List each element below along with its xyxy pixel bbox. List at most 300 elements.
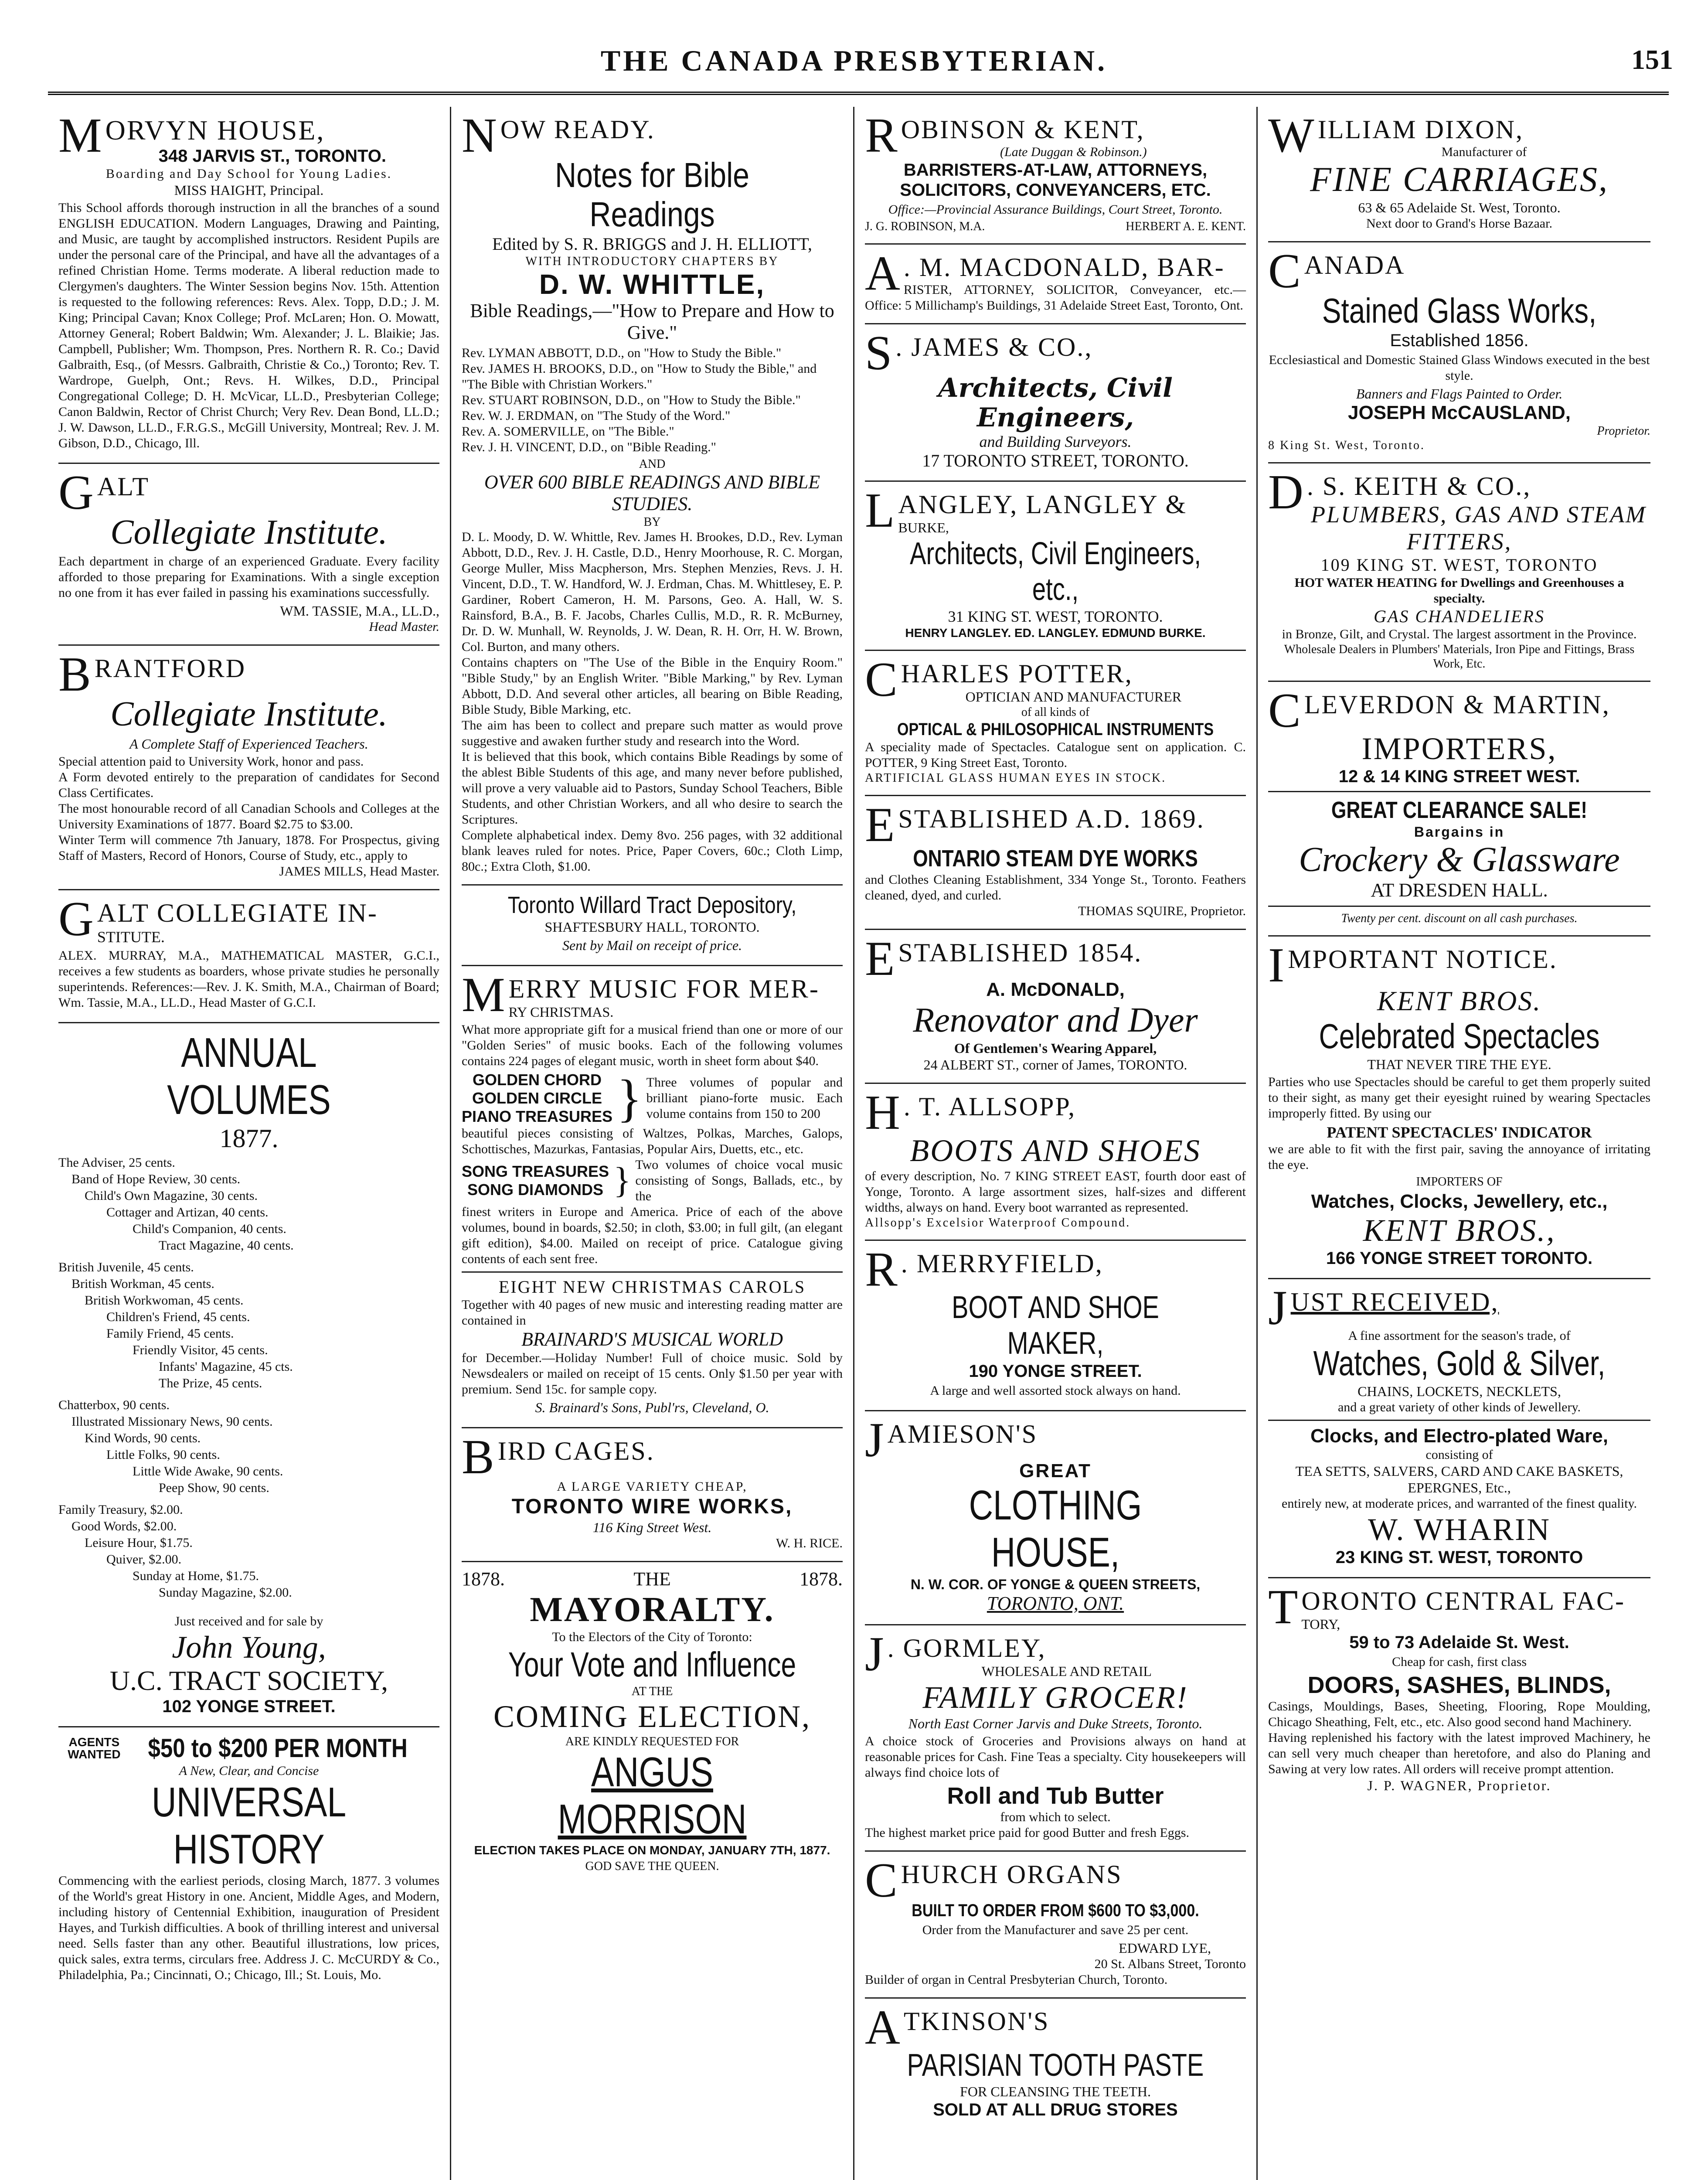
ad-title: Celebrated Spectacles bbox=[1319, 1017, 1600, 1056]
ad-chains: CHAINS, LOCKETS, NECKLETS, bbox=[1358, 1383, 1561, 1399]
brace: } bbox=[613, 1160, 631, 1201]
book-title: GOLDEN CHORD bbox=[473, 1071, 602, 1089]
ad-street: 12 & 14 KING STREET WEST. bbox=[1338, 767, 1580, 786]
ad-street: 24 ALBERT ST., corner of James, TORONTO. bbox=[923, 1057, 1187, 1073]
ad-body: Ecclesiastical and Domestic Stained Glass Windows executed in the best style. bbox=[1269, 353, 1650, 383]
ad-title: Collegiate Institute. bbox=[110, 695, 388, 733]
mayoralty-top-line bbox=[462, 1568, 843, 1590]
list-item: Chatterbox, 90 cents. bbox=[58, 1398, 170, 1412]
ad-for: FOR CLEANSING THE TEETH. bbox=[960, 2084, 1151, 2099]
drop-cap: C bbox=[865, 1853, 898, 1908]
header-rule bbox=[48, 92, 1669, 95]
ad-heading: . T. ALLSOPP, bbox=[903, 1092, 1076, 1121]
ad-proprietor: Proprietor. bbox=[1597, 424, 1650, 438]
drop-cap: C bbox=[1268, 684, 1301, 738]
ad-carols: EIGHT NEW CHRISTMAS CAROLS bbox=[498, 1277, 806, 1297]
ad-sale: GREAT CLEARANCE SALE! bbox=[1331, 797, 1588, 823]
ad-heading: . GORMLEY, bbox=[887, 1634, 1046, 1662]
ad-body: of every description, No. 7 KING STREET EAST, fourth door east of Yonge, Toronto. A large assortment sizes, half-sizes and different widths, always on hand. Every boot warranted as represented. bbox=[865, 1169, 1246, 1215]
ad-authors: D. L. Moody, D. W. Whittle, Rev. James H. Brookes, D.D., Rev. Lyman Abbott, D.D., Rev. J. H. Castle, D.D., Henry Moorhouse, R. C. Morgan, George Muller, Miss Macpherson, Mrs. Stephen Menzies, Revs. J. H. Vincent, D.D., T. W. Handford, W. J. Erdman, Chas. M. Whittlesey, E. P. Gardiner, Robert Cameron, H. M. Parsons, Geo. A. Hall, W. S. Rainsford, B.A., B. F. Jacobs, Charles Cullis, M.D., R. R. McBurney, Dr. D. W. Munhall, W. Reynolds, J. W. Dean, R. H. Orr, H. W. Brown, Col. Burton, and many others. bbox=[462, 530, 843, 654]
drop-cap: C bbox=[865, 653, 898, 707]
brace: } bbox=[617, 1069, 642, 1127]
ad-paragraph: Special attention paid to University Work, honor and pass. bbox=[58, 754, 364, 769]
drop-cap: B bbox=[462, 1430, 494, 1484]
ad-heading: MPORTANT NOTICE. bbox=[1288, 945, 1558, 974]
drop-cap: J bbox=[865, 1627, 884, 1681]
list-item: The Adviser, 25 cents. bbox=[58, 1155, 175, 1170]
song-series-group bbox=[462, 1157, 843, 1204]
ad-body: Casings, Mouldings, Bases, Sheeting, Flooring, Rope Moulding, Chicago Sheathing, Felt, etc., etc. Also good second hand Machinery. bbox=[1268, 1699, 1650, 1729]
ad-staff-line: A Complete Staff of Experienced Teachers. bbox=[129, 736, 368, 752]
ad-title: Watches, Gold & Silver, bbox=[1313, 1344, 1606, 1383]
ad-body: Order from the Manufacturer and save 25 per cent. bbox=[922, 1923, 1189, 1937]
ad-willard-depository bbox=[462, 886, 843, 966]
ad-body: Commencing with the earliest periods, closing March, 1877. 3 volumes of the World's great History in one. Ancient, Middle Ages, and Modern, including history of Centennial Exhibition, inauguration of President Hayes, and Turkish difficulties. A book of thrilling interest and universal need. Sells faster than any other. Beautiful illustrations, low prices, quick sales, extra terms, circulars free. Address J. C. McCURDY & Co., Philadelphia, Pa.; Cincinnati, O.; Chicago, Ill.; St. Louis, Mo. bbox=[58, 1873, 439, 1982]
year-right: 1878. bbox=[800, 1568, 843, 1590]
ad-heading: LEVERDON & MARTIN, bbox=[1304, 690, 1610, 719]
book-title: SONG TREASURES bbox=[462, 1162, 609, 1180]
ad-street: 17 TORONTO STREET, TORONTO. bbox=[922, 451, 1189, 470]
list-item: British Workwoman, 45 cents. bbox=[85, 1293, 244, 1308]
ad-believed: It is believed that this book, which contains Bible Readings by some of the ablest Bible Students of this age, and many never before published, will prove a very valuable aid to Pastors, Sunday School Teachers, Bible Students, and other Christian Workers, and all who desire to search the Scriptures. bbox=[462, 749, 843, 827]
ad-title: FINE CARRIAGES, bbox=[1310, 160, 1609, 199]
column-2 bbox=[451, 107, 854, 2180]
ad-society: U.C. TRACT SOCIETY, bbox=[109, 1665, 388, 1696]
list-item: Rev. LYMAN ABBOTT, D.D., on "How to Study the Bible." bbox=[462, 346, 782, 360]
ad-title: PARISIAN TOOTH PASTE bbox=[907, 2048, 1204, 2083]
ad-heading-cont: TORY, bbox=[1301, 1616, 1341, 1632]
list-item: Good Words, $2.00. bbox=[71, 1519, 177, 1533]
ad-bible-line: Bible Readings,—"How to Prepare and How to Give." bbox=[470, 300, 834, 343]
ad-street: 166 YONGE STREET TORONTO. bbox=[1326, 1249, 1593, 1268]
ad-ontario-dye-works bbox=[865, 796, 1246, 930]
ad-excelsior: Allsopp's Excelsior Waterproof Compound. bbox=[865, 1216, 1131, 1230]
ad-butter: Roll and Tub Butter bbox=[947, 1783, 1164, 1809]
ad-street: 23 KING ST. WEST, TORONTO bbox=[1335, 1548, 1583, 1567]
drop-cap: E bbox=[865, 798, 895, 852]
list-item: Tract Magazine, 40 cents. bbox=[159, 1238, 294, 1253]
ad-contains: Contains chapters on "The Use of the Bible in the Enquiry Room." "Bible Study," by an English Writer. "Bible Marking," by Rev. Lyman Abbott, D.D. And several other articles, all bearing on Bible Reading, Bible Study, Bible Marking, etc. bbox=[462, 655, 843, 717]
column-1 bbox=[48, 107, 451, 2180]
ad-wagner-factory bbox=[1268, 1578, 1650, 1803]
ad-title: SOLICITORS, CONVEYANCERS, ETC. bbox=[900, 181, 1211, 200]
ad-heading: . S. KEITH & CO., bbox=[1307, 472, 1531, 501]
ad-of: Of Gentlemen's Wearing Apparel, bbox=[954, 1040, 1157, 1056]
ad-principal: MISS HAIGHT, Principal. bbox=[174, 182, 324, 198]
drop-cap: B bbox=[58, 647, 91, 702]
list-item: Friendly Visitor, 45 cents. bbox=[133, 1343, 268, 1357]
ad-title: UNIVERSAL HISTORY bbox=[151, 1779, 347, 1873]
ad-title: BOOTS AND SHOES bbox=[910, 1133, 1201, 1168]
ad-title: Architects, Civil Engineers, bbox=[938, 373, 1173, 433]
list-item: British Workman, 45 cents. bbox=[71, 1277, 214, 1291]
list-item: The Prize, 45 cents. bbox=[159, 1376, 262, 1390]
book-titles bbox=[462, 1071, 612, 1126]
ad-heading: OBINSON & KENT, bbox=[901, 115, 1145, 144]
ad-able: we are able to fit with the first pair, saving the annoyance of irritating the eye. bbox=[1268, 1142, 1650, 1172]
ad-renovator-dyer bbox=[865, 930, 1246, 1084]
ad-body: This School affords thorough instruction in all the branches of a sound ENGLISH EDUCATION. Modern Languages, Drawing and Painting, and Music, are taught by accomplished instructors. Resident Pupils are under the personal care of the Principal, and have all the advantages of a refined Christian Home. Terms moderate. A liberal reduction made to Clergymen's daughters. The Winter Session begins Nov. 15th. Attention is requested to the following references: Revs. Alex. Topp, D.D.; J. M. King; Principal Cavan; Knox College; Prof. McLaren; Hon. O. Mowatt, Attorney General; Robert Baldwin; Wm. Alexander; J. L. Blaikie; Jas. Campbell, Publisher; Wm. Thompson, Pres. Northern R. R. Co.; David Galbraith, Esq., (of Messrs. Galbraith, Christie & Co.,) Toronto; Rev. T. Wardrope, Guelph, Ont.; Revs. H. Wilkes, D.D., Principal Congregational College; D. H. McVicar, LL.D., Presbyterian College; Canon Baldwin, Rector of Christ Church; Very Rev. Dean Bond, LL.D.; J. W. Dawson, LL.D., F.R.G.S., McGill University, Montreal; Rev. J. M. Gibson, D.D., Chicago, Ill. bbox=[58, 201, 439, 450]
ad-title: CLOTHING HOUSE, bbox=[969, 1482, 1142, 1576]
page-number: 151 bbox=[1631, 44, 1673, 75]
ad-title: IMPORTERS, bbox=[1361, 731, 1557, 766]
ad-bronze: in Bronze, Gilt, and Crystal. The largest assortment in the Province. bbox=[1282, 627, 1637, 641]
ad-street: 8 King St. West, Toronto. bbox=[1268, 439, 1425, 452]
ad-name: W. WHARIN bbox=[1368, 1512, 1551, 1547]
ad-heading: HARLES POTTER, bbox=[901, 659, 1133, 688]
ad-cleverdon-martin bbox=[1268, 682, 1650, 937]
ad-bargains: Bargains in bbox=[1414, 824, 1505, 840]
ad-with: WITH INTRODUCTORY CHAPTERS BY bbox=[525, 255, 779, 268]
partner-right: HERBERT A. E. KENT. bbox=[1126, 220, 1246, 233]
ad-heading: ORVYN HOUSE, bbox=[105, 115, 325, 146]
ad-heading: AMIESON'S bbox=[887, 1420, 1038, 1448]
ad-artificial: ARTIFICIAL GLASS HUMAN EYES IN STOCK. bbox=[865, 771, 1167, 785]
ad-great: GREAT bbox=[1019, 1460, 1092, 1482]
ad-edited: Edited by S. R. BRIGGS and J. H. ELLIOTT, bbox=[492, 234, 812, 254]
ad-body: A large and well assorted stock always on hand. bbox=[930, 1383, 1181, 1398]
ad-next: Next door to Grand's Horse Bazaar. bbox=[1366, 216, 1552, 231]
ad-title: OPTICAL & PHILOSOPHICAL INSTRUMENTS bbox=[897, 720, 1214, 739]
ad-hot: HOT WATER HEATING for Dwellings and Greenhouses a specialty. bbox=[1294, 576, 1624, 606]
ad-heading: HURCH ORGANS bbox=[901, 1860, 1123, 1889]
ad-subtitle: WHOLESALE AND RETAIL bbox=[981, 1663, 1152, 1679]
ad-aim: The aim has been to collect and prepare such matter as would prove suggestive and awaken further study and research into the Word. bbox=[462, 718, 843, 748]
ad-paragraph: finest writers in Europe and America. Price of each of the above volumes, bound in boards, $2.50; in cloth, $3.00; in full gilt, (an elegant gift edition), $4.00. Mailed on receipt of price. Catalogue giving contents of each sent free. bbox=[462, 1205, 843, 1266]
drop-cap: E bbox=[865, 932, 895, 986]
ad-watches: Watches, Clocks, Jewellery, etc., bbox=[1311, 1191, 1608, 1212]
ad-morvyn-house bbox=[58, 107, 439, 464]
volume-list bbox=[58, 1155, 439, 1601]
drop-cap: D bbox=[1268, 465, 1303, 519]
drop-cap: T bbox=[1268, 1580, 1298, 1634]
ad-title: Notes for Bible Readings bbox=[555, 156, 749, 234]
ad-candidate: ANGUS MORRISON bbox=[558, 1749, 747, 1843]
ad-hall: AT DRESDEN HALL. bbox=[1371, 879, 1548, 901]
ad-allsopp bbox=[865, 1084, 1246, 1241]
ad-gas: GAS CHANDELIERS bbox=[1374, 606, 1545, 626]
ad-of: of all kinds of bbox=[1021, 705, 1090, 719]
ad-heading: IRD CAGES. bbox=[497, 1437, 655, 1465]
ad-body: Each department in charge of an experienced Graduate. Every facility afforded to those preparing for Examinations. With a single exception no one from it has ever failed in passing his examinations successfully. bbox=[58, 554, 439, 600]
ad-title: PLUMBERS, GAS AND STEAM FITTERS, bbox=[1310, 501, 1647, 555]
ad-heading: STABLISHED A.D. 1869. bbox=[898, 804, 1205, 833]
drop-cap: A bbox=[865, 246, 900, 300]
ad-subtitle: Manufacturer of bbox=[1441, 145, 1527, 159]
drop-cap: W bbox=[1268, 109, 1314, 163]
ad-name: JOSEPH McCAUSLAND, bbox=[1348, 402, 1571, 423]
ad-god-save: GOD SAVE THE QUEEN. bbox=[585, 1860, 719, 1873]
list-item: Rev. W. J. ERDMAN, on "The Study of the Word." bbox=[462, 409, 731, 423]
list-item: Rev. A. SOMERVILLE, on "The Bible." bbox=[462, 424, 674, 439]
ad-heading-cont: STITUTE. bbox=[97, 928, 165, 946]
masthead-title: THE CANADA PRESBYTERIAN. bbox=[600, 44, 1108, 77]
ad-columns bbox=[48, 107, 1661, 2180]
ad-canada-stained-glass bbox=[1268, 242, 1650, 463]
ad-entirely: entirely new, at moderate prices, and warranted of the finest quality. bbox=[1282, 1496, 1637, 1511]
ad-title: Toronto Willard Tract Depository, bbox=[507, 892, 797, 918]
list-item: Band of Hope Review, 30 cents. bbox=[71, 1172, 241, 1186]
ad-street: 20 St. Albans Street, Toronto bbox=[1094, 1957, 1246, 1971]
list-item: Sunday at Home, $1.75. bbox=[133, 1569, 259, 1583]
drop-cap: I bbox=[1268, 938, 1285, 992]
ad-heading: ANADA bbox=[1304, 251, 1405, 279]
drop-cap: G bbox=[58, 892, 94, 946]
group-desc: Three volumes of popular and brilliant piano-forte music. Each volume contains from 150 to 200 bbox=[646, 1075, 843, 1121]
ad-heading: RANTFORD bbox=[94, 654, 246, 683]
ad-having: Having replenished his factory with the latest improved Machinery, he can sell very much cheaper than heretofore, and also do Planing and Sawing at very low rates. All orders will receive prompt attention. bbox=[1268, 1730, 1650, 1776]
ad-sold: SOLD AT ALL DRUG STORES bbox=[933, 2100, 1178, 2119]
ad-james-co bbox=[865, 324, 1246, 482]
ad-established: Established 1856. bbox=[1390, 331, 1529, 350]
ad-line: 116 King Street West. bbox=[592, 1519, 712, 1535]
ad-requested: ARE KINDLY REQUESTED FOR bbox=[565, 1735, 739, 1748]
ad-by: BY bbox=[643, 515, 661, 529]
ad-names: HENRY LANGLEY. ED. LANGLEY. EDMUND BURKE. bbox=[905, 626, 1206, 640]
ad-subtitle: OPTICIAN AND MANUFACTURER bbox=[965, 689, 1182, 705]
ad-heading-cont: BURKE, bbox=[898, 520, 949, 535]
ad-patent: PATENT SPECTACLES' INDICATOR bbox=[1327, 1124, 1592, 1141]
ad-and: and Building Surveyors. bbox=[979, 433, 1132, 450]
ad-clocks: Clocks, and Electro-plated Ware, bbox=[1310, 1425, 1608, 1447]
ad-importers: IMPORTERS OF bbox=[1416, 1175, 1503, 1189]
drop-cap: J bbox=[1268, 1281, 1287, 1335]
list-item: Child's Own Magazine, 30 cents. bbox=[85, 1189, 258, 1203]
list-item: Rev. STUART ROBINSON, D.D., on "How to Study the Bible." bbox=[462, 393, 801, 407]
ad-signature: S. Brainard's Sons, Publ'rs, Cleveland, O. bbox=[535, 1400, 769, 1415]
ad-heading: ANGLEY, LANGLEY & bbox=[898, 490, 1187, 519]
ad-paragraph: A Form devoted entirely to the preparation of candidates for Second Class Certificates. bbox=[58, 770, 439, 800]
ad-heading-cont: RY CHRISTMAS. bbox=[508, 1004, 614, 1020]
ad-received: Just received and for sale by bbox=[174, 1614, 323, 1628]
divider bbox=[1268, 791, 1650, 792]
ad-tea: TEA SETTS, SALVERS, CARD AND CAKE BASKETS, EPERGNES, Etc., bbox=[1295, 1463, 1623, 1495]
ad-name: EDWARD LYE, bbox=[1119, 1940, 1211, 1956]
list-item: Family Friend, 45 cents. bbox=[106, 1326, 234, 1341]
ad-city: TORONTO, ONT. bbox=[987, 1593, 1124, 1614]
drop-cap: A bbox=[865, 2000, 900, 2054]
book-title: PIANO TREASURES bbox=[462, 1107, 613, 1125]
ad-title: Architects, Civil Engineers, etc., bbox=[910, 536, 1201, 607]
ad-place: SHAFTESBURY HALL, TORONTO. bbox=[544, 919, 760, 935]
ad-title: DOORS, SASHES, BLINDS, bbox=[1307, 1672, 1611, 1698]
ad-heading: ERRY MUSIC FOR MER- bbox=[508, 974, 820, 1003]
ad-name: KENT BROS. bbox=[1377, 985, 1542, 1016]
ad-signature-title: Head Master. bbox=[369, 620, 439, 634]
ad-heading: UST RECEIVED, bbox=[1290, 1288, 1499, 1316]
ad-heading: STABLISHED 1854. bbox=[898, 938, 1143, 967]
ad-line: W. H. RICE. bbox=[776, 1536, 843, 1550]
book-title: GOLDEN CIRCLE bbox=[472, 1089, 602, 1107]
ad-heading: ALT COLLEGIATE IN- bbox=[97, 899, 378, 927]
ad-paragraph: beautiful pieces consisting of Waltzes, Polkas, Marches, Galops, Schottisches, Mazurkas, Fantasias, Popular Airs, Duetts, etc., etc. bbox=[462, 1126, 843, 1156]
ad-consisting: consisting of bbox=[1426, 1448, 1493, 1462]
ad-church-organs bbox=[865, 1852, 1246, 1999]
list-item: Child's Companion, 40 cents. bbox=[133, 1222, 286, 1236]
ad-signature: JAMES MILLS, Head Master. bbox=[279, 864, 439, 879]
group-desc: Two volumes of choice vocal music consisting of Songs, Ballads, etc., by the bbox=[635, 1158, 843, 1203]
list-item: Leisure Hour, $1.75. bbox=[85, 1536, 193, 1550]
divider bbox=[462, 1271, 843, 1273]
book-title: SONG DIAMONDS bbox=[467, 1181, 604, 1199]
page-header bbox=[0, 44, 1708, 100]
drop-cap: R bbox=[865, 109, 898, 163]
ad-body: ALEX. MURRAY, M.A., MATHEMATICAL MASTER, G.C.I., receives a few students as boarders, whose private studies he personally superintends. References:—Rev. J. K. Smith, M.A., Chairman of Board; Wm. Tassie, M.A., LL.D., Head Master of G.C.I. bbox=[58, 948, 439, 1010]
ad-body: and Clothes Cleaning Establishment, 334 Yonge St., Toronto. Feathers cleaned, dyed, and curled. bbox=[865, 872, 1246, 903]
the-word: THE bbox=[633, 1568, 671, 1590]
ad-street: 59 to 73 Adelaide St. West. bbox=[1349, 1633, 1569, 1652]
ad-corner: N. W. COR. OF YONGE & QUEEN STREETS, bbox=[910, 1577, 1201, 1592]
ad-election: COMING ELECTION, bbox=[493, 1699, 811, 1734]
ad-office: Office:—Provincial Assurance Buildings, Court Street, Toronto. bbox=[888, 202, 1223, 217]
ad-william-dixon bbox=[1268, 107, 1650, 242]
column-3 bbox=[854, 107, 1258, 2180]
wanted-bottom: WANTED bbox=[68, 1747, 121, 1761]
ad-built: BUILT TO ORDER FROM $600 TO $3,000. bbox=[912, 1901, 1199, 1920]
list-item: Cottager and Artizan, 40 cents. bbox=[106, 1205, 269, 1219]
drop-cap: G bbox=[58, 466, 94, 520]
ad-date: ELECTION TAKES PLACE ON MONDAY, JANUARY 7TH, 1877. bbox=[474, 1843, 830, 1857]
ad-bird-cages bbox=[462, 1428, 843, 1562]
ad-paragraph: for December.—Holiday Number! Full of choice music. Sold by Newsdealers or mailed on receipt of 15 cents. Only $1.50 per year with premium. Send 15c. for sample copy. bbox=[462, 1351, 843, 1397]
ad-body: A choice stock of Groceries and Provisions always on hand at reasonable prices for Cash. Fine Teas a specialty. City housekeepers will always find choice lots of bbox=[865, 1734, 1246, 1780]
ad-subtitle: A New, Clear, and Concise bbox=[179, 1764, 319, 1778]
ad-heading: . JAMES & CO., bbox=[895, 333, 1093, 361]
ad-body: RISTER, ATTORNEY, SOLICITOR, Conveyancer, etc.—Office: 5 Millichamp's Buildings, 31 Adelaide Street East, Toronto, Ont. bbox=[865, 283, 1246, 313]
ad-complete: Complete alphabetical index. Demy 8vo. 256 pages, with 32 additional blank leaves ruled for notes. Price, Paper Covers, 60c.; Cloth Limp, 80c.; Extra Cloth, $1.00. bbox=[462, 828, 843, 874]
list-item: Kind Words, 90 cents. bbox=[85, 1431, 201, 1445]
ad-signature: THOMAS SQUIRE, Proprietor. bbox=[1078, 904, 1246, 918]
partner-left: J. G. ROBINSON, M.A. bbox=[865, 220, 985, 233]
ad-builder: Builder of organ in Central Presbyterian Church, Toronto. bbox=[865, 1972, 1168, 1987]
ad-partners bbox=[865, 219, 1246, 234]
ad-title: BOOT AND SHOE MAKER, bbox=[952, 1290, 1159, 1361]
ad-street: 63 & 65 Adelaide St. West, Toronto. bbox=[1358, 200, 1561, 215]
ad-title: FAMILY GROCER! bbox=[922, 1680, 1188, 1715]
ad-paragraph: Winter Term will commence 7th January, 1878. For Prospectus, giving Staff of Masters, Record of Honors, Course of Study, etc., apply to bbox=[58, 833, 439, 863]
ad-heading: . MERRYFIELD, bbox=[901, 1249, 1103, 1278]
ad-title: ONTARIO STEAM DYE WORKS bbox=[913, 845, 1198, 872]
ad-galt-collegiate bbox=[58, 464, 439, 646]
divider bbox=[1268, 1420, 1650, 1421]
ad-street: 190 YONGE STREET. bbox=[969, 1362, 1142, 1381]
ad-paragraph: What more appropriate gift for a musical friend than one or more of our "Golden Series" of music books. Each of the following volumes contains 224 pages of elegant music, worth in sheet form about $40. bbox=[462, 1022, 843, 1068]
ad-variety: and a great variety of other kinds of Jewellery. bbox=[1337, 1400, 1581, 1414]
ad-subtitle: Boarding and Day School for Young Ladies. bbox=[105, 167, 392, 181]
ad-merryfield bbox=[865, 1241, 1246, 1411]
list-item: Rev. JAMES H. BROOKS, D.D., on "How to Study the Bible," and "The Bible with Christian Workers." bbox=[462, 361, 817, 392]
ad-paragraph: The most honourable record of all Canadian Schools and Colleges at the University Examinations of 1877. Board $2.75 to $3.00. bbox=[58, 801, 439, 831]
ad-title: Renovator and Dyer bbox=[913, 1001, 1198, 1039]
ad-name2: KENT BROS., bbox=[1363, 1213, 1556, 1248]
drop-cap: S bbox=[865, 326, 892, 380]
ad-langley bbox=[865, 482, 1246, 651]
drop-cap: N bbox=[462, 109, 497, 163]
year-left: 1878. bbox=[462, 1568, 505, 1590]
ad-never: THAT NEVER TIRE THE EYE. bbox=[1367, 1056, 1551, 1072]
ad-rev-list bbox=[462, 345, 843, 455]
ad-from: from which to select. bbox=[1000, 1810, 1111, 1824]
list-item: British Juvenile, 45 cents. bbox=[58, 1260, 194, 1274]
divider bbox=[1268, 906, 1650, 907]
ad-wholesale: Wholesale Dealers in Plumbers' Materials, Iron Pipe and Fittings, Brass Work, Etc. bbox=[1284, 643, 1635, 671]
ad-address: 348 JARVIS ST., TORONTO. bbox=[158, 146, 386, 166]
ad-corner: North East Corner Jarvis and Duke Streets, Toronto. bbox=[908, 1716, 1203, 1731]
ad-line: TORONTO WIRE WORKS, bbox=[511, 1495, 793, 1518]
ad-heading: ORONTO CENTRAL FAC- bbox=[1301, 1587, 1625, 1615]
list-item: Peep Show, 90 cents. bbox=[159, 1481, 269, 1495]
ad-paragraph: Together with 40 pages of new music and interesting reading matter are contained in bbox=[462, 1298, 843, 1328]
drop-cap: C bbox=[1268, 244, 1301, 298]
ad-and: AND bbox=[639, 457, 666, 471]
drop-cap: J bbox=[865, 1413, 884, 1467]
ad-late: (Late Duggan & Robinson.) bbox=[1000, 145, 1147, 159]
ad-fine: A fine assortment for the season's trade, of bbox=[1348, 1328, 1571, 1343]
drop-cap: M bbox=[462, 968, 505, 1022]
ad-notes-bible-readings bbox=[462, 107, 843, 886]
ad-crockery: Crockery & Glassware bbox=[1299, 841, 1620, 879]
ad-vote: Your Vote and Influence bbox=[508, 1645, 796, 1684]
ad-merry-music bbox=[462, 966, 843, 1428]
ad-annual-volumes bbox=[58, 1023, 439, 1727]
ad-at: AT THE bbox=[631, 1685, 673, 1698]
ad-street: 109 KING ST. WEST, TORONTO bbox=[1320, 555, 1598, 575]
ad-heading: ILLIAM DIXON, bbox=[1317, 115, 1524, 144]
ad-title: Collegiate Institute. bbox=[110, 513, 388, 552]
ad-discount: Twenty per cent. discount on all cash purchases. bbox=[1341, 912, 1578, 925]
ad-heading: TKINSON'S bbox=[903, 2007, 1050, 2036]
ad-name: A. McDONALD, bbox=[986, 979, 1125, 1000]
golden-series-group bbox=[462, 1071, 843, 1126]
list-item: Quiver, $2.00. bbox=[106, 1552, 182, 1567]
ad-whittle: D. W. WHITTLE, bbox=[539, 269, 766, 300]
drop-cap: M bbox=[58, 109, 102, 163]
list-item: Little Wide Awake, 90 cents. bbox=[133, 1464, 283, 1478]
ad-mail: Sent by Mail on receipt of price. bbox=[562, 937, 742, 953]
drop-cap: H bbox=[865, 1086, 900, 1140]
ad-world: BRAINARD'S MUSICAL WORLD bbox=[521, 1328, 783, 1350]
list-item: Children's Friend, 45 cents. bbox=[106, 1310, 250, 1324]
list-item: Little Folks, 90 cents. bbox=[106, 1448, 220, 1462]
ad-galt-collegiate-2 bbox=[58, 890, 439, 1023]
ad-heading: ALT bbox=[97, 472, 150, 501]
list-item: Sunday Magazine, $2.00. bbox=[159, 1585, 292, 1600]
wanted-top: AGENTS bbox=[68, 1735, 120, 1749]
ad-electors: To the Electors of the City of Toronto: bbox=[552, 1630, 752, 1644]
ad-year: 1877. bbox=[219, 1124, 279, 1153]
ad-body: Parties who use Spectacles should be careful to get them properly suited to their sight, as many get their eyesight ruined by wearing Spectacles improperly fitted. By using our bbox=[1268, 1075, 1650, 1121]
ad-macdonald bbox=[865, 245, 1246, 324]
drop-cap: L bbox=[865, 484, 895, 538]
ad-over: OVER 600 BIBLE READINGS AND BIBLE STUDIES. bbox=[484, 471, 820, 514]
ad-seller-name: John Young, bbox=[172, 1630, 326, 1665]
book-titles bbox=[462, 1162, 609, 1199]
list-item: Rev. J. H. VINCENT, D.D., on "Bible Reading." bbox=[462, 440, 716, 454]
ad-keith-plumbers bbox=[1268, 463, 1650, 682]
ad-title: MAYORALTY. bbox=[530, 1591, 775, 1629]
ad-signature: J. P. WAGNER, Proprietor. bbox=[1367, 1778, 1551, 1793]
ad-wharin-jewellery bbox=[1268, 1279, 1650, 1578]
ad-banners: Banners and Flags Painted to Order. bbox=[1356, 386, 1563, 402]
drop-cap: R bbox=[865, 1243, 898, 1297]
ad-kent-bros bbox=[1268, 937, 1650, 1279]
ad-charles-potter bbox=[865, 651, 1246, 796]
ad-street: 31 KING ST. WEST, TORONTO. bbox=[948, 608, 1163, 625]
list-item: Family Treasury, $2.00. bbox=[58, 1502, 183, 1517]
ad-title: Stained Glass Works, bbox=[1322, 291, 1597, 330]
ad-heading: . M. MACDONALD, BAR- bbox=[903, 253, 1225, 282]
column-4 bbox=[1258, 107, 1661, 2180]
